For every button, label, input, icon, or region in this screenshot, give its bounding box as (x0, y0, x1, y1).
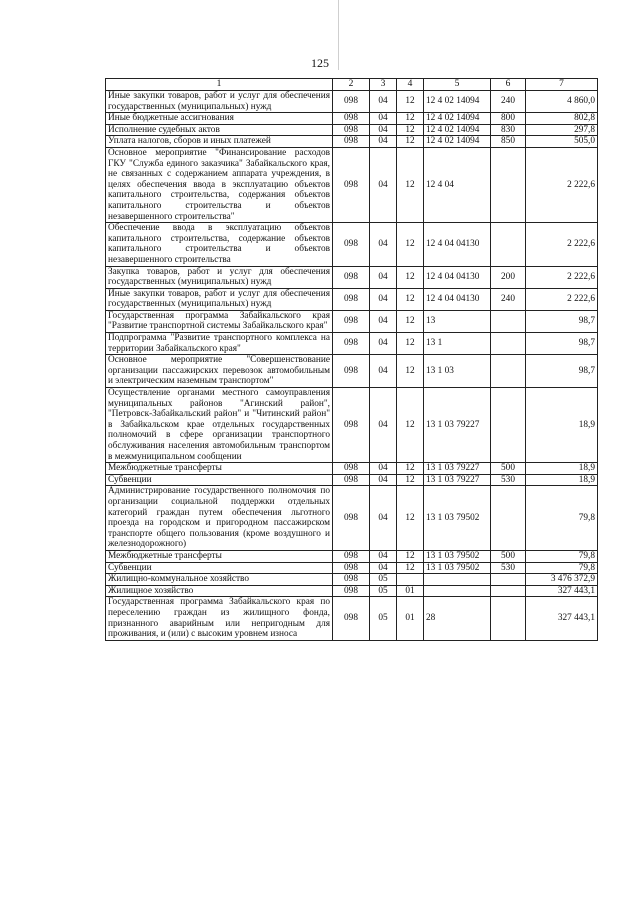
table-row (106, 355, 598, 388)
cell-rz: 04 (370, 266, 397, 288)
cell-rz: 04 (370, 333, 397, 355)
table-row (106, 288, 598, 310)
cell-rz: 04 (370, 124, 397, 136)
cell-pr: 12 (397, 355, 424, 388)
cell-name: Государственная программа Забайкальского края "Развитие транспортной системы Забайкальского края" (106, 310, 333, 332)
cell-pr: 12 (397, 463, 424, 475)
cell-gr: 098 (333, 288, 370, 310)
cell-pr: 12 (397, 113, 424, 125)
cell-rz: 04 (370, 91, 397, 113)
cell-csr: 13 1 03 79227 (424, 463, 491, 475)
cell-csr (424, 585, 491, 597)
cell-pr (397, 574, 424, 586)
cell-pr: 12 (397, 124, 424, 136)
cell-csr: 13 (424, 310, 491, 332)
col-header-vr: 6 (491, 79, 526, 91)
cell-pr: 12 (397, 310, 424, 332)
table-row (106, 124, 598, 136)
cell-name: Жилищно-коммунальное хозяйство (106, 574, 333, 586)
cell-csr: 12 4 04 04130 (424, 288, 491, 310)
cell-vr (491, 574, 526, 586)
cell-sum: 79,8 (526, 550, 598, 562)
cell-vr (491, 486, 526, 551)
cell-sum: 18,9 (526, 463, 598, 475)
cell-vr: 850 (491, 136, 526, 148)
cell-vr: 530 (491, 562, 526, 574)
cell-name: Межбюджетные трансферты (106, 550, 333, 562)
table-row (106, 486, 598, 551)
cell-sum: 3 476 372,9 (526, 574, 598, 586)
cell-sum: 18,9 (526, 388, 598, 463)
cell-csr: 13 1 03 79502 (424, 562, 491, 574)
cell-pr: 12 (397, 266, 424, 288)
cell-sum: 802,8 (526, 113, 598, 125)
cell-sum: 2 222,6 (526, 288, 598, 310)
cell-gr: 098 (333, 597, 370, 640)
cell-rz: 04 (370, 463, 397, 475)
cell-pr: 12 (397, 288, 424, 310)
cell-pr: 12 (397, 474, 424, 486)
cell-sum: 98,7 (526, 355, 598, 388)
budget-table (105, 78, 598, 641)
table-row (106, 463, 598, 475)
cell-vr: 500 (491, 550, 526, 562)
cell-name: Уплата налогов, сборов и иных платежей (106, 136, 333, 148)
cell-rz: 04 (370, 474, 397, 486)
cell-rz: 05 (370, 585, 397, 597)
cell-rz: 04 (370, 288, 397, 310)
cell-pr: 12 (397, 486, 424, 551)
cell-sum: 327 443,1 (526, 585, 598, 597)
cell-vr: 530 (491, 474, 526, 486)
cell-csr: 12 4 04 04130 (424, 223, 491, 266)
table-body (106, 91, 598, 641)
cell-gr: 098 (333, 333, 370, 355)
cell-pr: 12 (397, 136, 424, 148)
cell-csr: 12 4 02 14094 (424, 136, 491, 148)
cell-csr: 12 4 02 14094 (424, 124, 491, 136)
cell-name: Основное мероприятие "Финансирование расходов ГКУ "Служба единого заказчика" Забайкальского края, не связанных с содержанием аппарата учреждения, в целях обеспечения ввода в эксплуатацию объектов капитального строительства, содержания объектов капитального строительства и объектов незавершенного строительства" (106, 147, 333, 222)
cell-gr: 098 (333, 474, 370, 486)
table-row (106, 113, 598, 125)
cell-vr: 200 (491, 266, 526, 288)
cell-pr: 12 (397, 91, 424, 113)
cell-vr: 500 (491, 463, 526, 475)
cell-rz: 04 (370, 113, 397, 125)
table-row (106, 585, 598, 597)
cell-sum: 4 860,0 (526, 91, 598, 113)
cell-name: Субвенции (106, 474, 333, 486)
cell-gr: 098 (333, 388, 370, 463)
cell-vr (491, 223, 526, 266)
cell-vr (491, 597, 526, 640)
table-row (106, 223, 598, 266)
col-header-pr: 4 (397, 79, 424, 91)
cell-sum: 98,7 (526, 333, 598, 355)
cell-gr: 098 (333, 585, 370, 597)
cell-csr: 12 4 04 04130 (424, 266, 491, 288)
cell-sum: 79,8 (526, 562, 598, 574)
cell-gr: 098 (333, 550, 370, 562)
cell-gr: 098 (333, 355, 370, 388)
table-row (106, 388, 598, 463)
cell-pr: 01 (397, 597, 424, 640)
cell-vr (491, 355, 526, 388)
cell-name: Администрирование государственного полномочия по организации социальной поддержки отдельных категорий граждан путем обеспечения льготного проезда на городском и пригородном пассажирском транспорте общего пользования (кроме воздушного и железнодорожного) (106, 486, 333, 551)
cell-name: Межбюджетные трансферты (106, 463, 333, 475)
cell-sum: 79,8 (526, 486, 598, 551)
cell-sum: 2 222,6 (526, 266, 598, 288)
cell-csr: 13 1 03 79502 (424, 550, 491, 562)
cell-rz: 04 (370, 136, 397, 148)
cell-vr: 240 (491, 288, 526, 310)
cell-csr: 13 1 03 79227 (424, 388, 491, 463)
cell-name: Осуществление органами местного самоуправления муниципальных районов "Агинский район", "Петровск-Забайкальский район" и "Читинский район" в Забайкальском крае отдельных государственных полномочий в сфере организации транспортного обслуживания населения автомобильным транспортом в межмуниципальном сообщении (106, 388, 333, 463)
cell-gr: 098 (333, 486, 370, 551)
cell-csr: 13 1 03 79227 (424, 474, 491, 486)
cell-gr: 098 (333, 124, 370, 136)
cell-name: Жилищное хозяйство (106, 585, 333, 597)
table-row (106, 147, 598, 222)
cell-rz: 04 (370, 223, 397, 266)
col-header-name: 1 (106, 79, 333, 91)
cell-name: Иные бюджетные ассигнования (106, 113, 333, 125)
cell-gr: 098 (333, 310, 370, 332)
table-row (106, 550, 598, 562)
cell-rz: 05 (370, 574, 397, 586)
col-header-csr: 5 (424, 79, 491, 91)
cell-name: Закупка товаров, работ и услуг для обеспечения государственных (муниципальных) нужд (106, 266, 333, 288)
cell-gr: 098 (333, 136, 370, 148)
cell-gr: 098 (333, 266, 370, 288)
cell-rz: 05 (370, 597, 397, 640)
cell-sum: 98,7 (526, 310, 598, 332)
cell-rz: 04 (370, 562, 397, 574)
table-row (106, 333, 598, 355)
cell-sum: 297,8 (526, 124, 598, 136)
cell-sum: 18,9 (526, 474, 598, 486)
cell-name: Иные закупки товаров, работ и услуг для обеспечения государственных (муниципальных) нужд (106, 91, 333, 113)
cell-rz: 04 (370, 310, 397, 332)
cell-vr: 830 (491, 124, 526, 136)
cell-vr (491, 333, 526, 355)
cell-csr: 28 (424, 597, 491, 640)
cell-name: Субвенции (106, 562, 333, 574)
cell-gr: 098 (333, 91, 370, 113)
cell-sum: 2 222,6 (526, 223, 598, 266)
cell-gr: 098 (333, 223, 370, 266)
cell-gr: 098 (333, 574, 370, 586)
cell-csr: 13 1 03 (424, 355, 491, 388)
cell-name: Иные закупки товаров, работ и услуг для обеспечения государственных (муниципальных) нужд (106, 288, 333, 310)
cell-csr: 12 4 04 (424, 147, 491, 222)
page-number: 125 (311, 56, 329, 70)
table-row (106, 310, 598, 332)
cell-gr: 098 (333, 113, 370, 125)
table-row (106, 597, 598, 640)
cell-rz: 04 (370, 550, 397, 562)
cell-name: Основное мероприятие "Совершенствование организации пассажирских перевозок автомобильным и электрическим наземным транспортом" (106, 355, 333, 388)
cell-name: Обеспечение ввода в эксплуатацию объектов капитального строительства, содержание объектов капитального строительства и объектов незавершенного строительства (106, 223, 333, 266)
cell-csr (424, 574, 491, 586)
cell-sum: 2 222,6 (526, 147, 598, 222)
cell-vr (491, 388, 526, 463)
cell-vr: 240 (491, 91, 526, 113)
table-row (106, 474, 598, 486)
cell-pr: 12 (397, 550, 424, 562)
col-header-sum: 7 (526, 79, 598, 91)
cell-csr: 12 4 02 14094 (424, 91, 491, 113)
table-row (106, 136, 598, 148)
table-row (106, 266, 598, 288)
cell-rz: 04 (370, 388, 397, 463)
cell-vr (491, 147, 526, 222)
cell-vr (491, 585, 526, 597)
cell-rz: 04 (370, 147, 397, 222)
header-row (106, 79, 598, 91)
cell-pr: 12 (397, 388, 424, 463)
cell-pr: 12 (397, 223, 424, 266)
cell-pr: 12 (397, 333, 424, 355)
cell-sum: 327 443,1 (526, 597, 598, 640)
cell-rz: 04 (370, 486, 397, 551)
table-row (106, 91, 598, 113)
cell-csr: 12 4 02 14094 (424, 113, 491, 125)
cell-gr: 098 (333, 463, 370, 475)
cell-gr: 098 (333, 562, 370, 574)
cell-gr: 098 (333, 147, 370, 222)
col-header-gr: 2 (333, 79, 370, 91)
table-row (106, 562, 598, 574)
cell-sum: 505,0 (526, 136, 598, 148)
table-row (106, 574, 598, 586)
cell-name: Государственная программа Забайкальского края по переселению граждан из жилищного фонда, признанного аварийным или непригодным для проживания, и (или) с высоким уровнем износа (106, 597, 333, 640)
cell-csr: 13 1 (424, 333, 491, 355)
cell-name: Исполнение судебных актов (106, 124, 333, 136)
cell-vr (491, 310, 526, 332)
cell-csr: 13 1 03 79502 (424, 486, 491, 551)
cell-pr: 12 (397, 562, 424, 574)
cell-rz: 04 (370, 355, 397, 388)
col-header-rz: 3 (370, 79, 397, 91)
cell-pr: 12 (397, 147, 424, 222)
cell-name: Подпрограмма "Развитие транспортного комплекса на территории Забайкальского края" (106, 333, 333, 355)
cell-vr: 800 (491, 113, 526, 125)
cell-pr: 01 (397, 585, 424, 597)
